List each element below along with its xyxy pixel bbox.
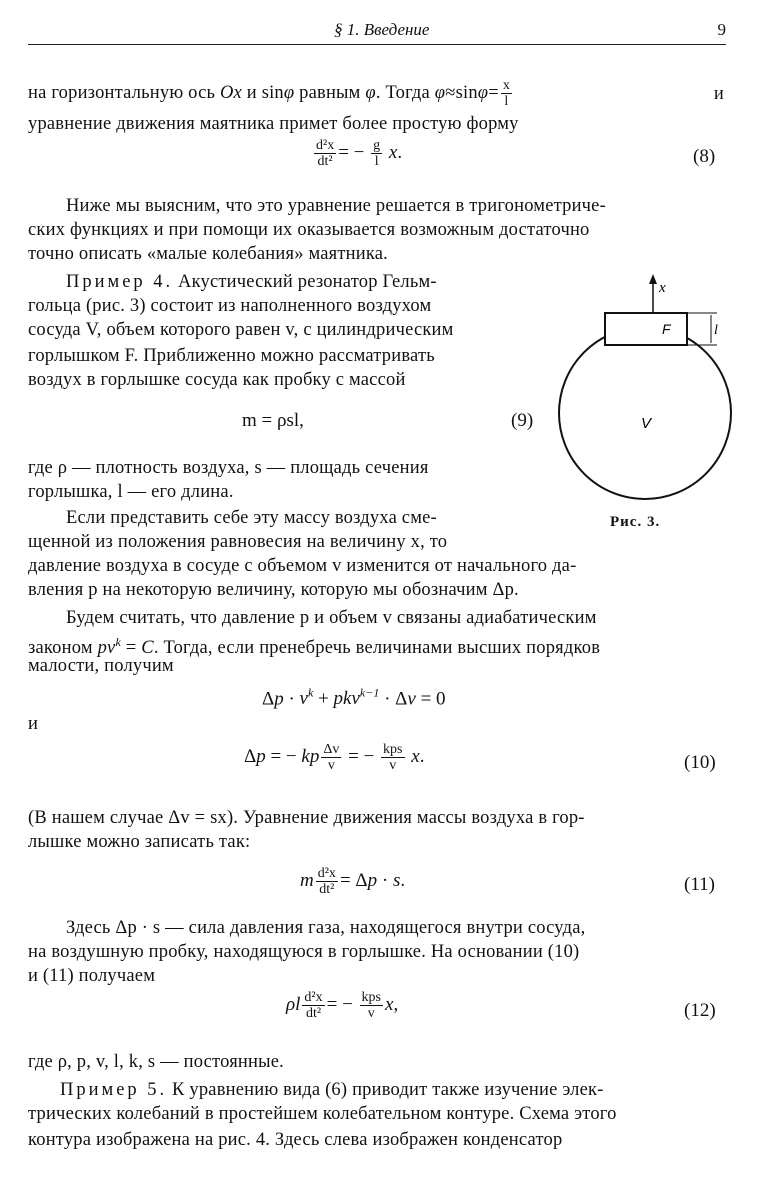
text-line-1: на горизонтальную ось Ox и sinφ равным φ. Тогда φ≈sinφ= $\frac{x}{l}$ и <box>28 78 724 109</box>
case-line-2: лышке можно записать так: <box>28 832 251 852</box>
adiabatic-line-2: законом $pv^k = C$. Тогда, если пренебречь величинами высших порядков <box>28 635 601 659</box>
figure-3-caption: Рис. 3. <box>610 514 661 530</box>
page-number: 9 <box>717 20 726 39</box>
force-line-1: Здесь Δp · s — сила давления газа, находящегося внутри сосуда, <box>66 918 586 938</box>
equation-12: ρl $\frac{\text{d²x}}{\text{dt²}}$ = − $\frac{\text{kps}}{v}$ x, <box>286 990 399 1021</box>
example-5-line-3: контура изображена на рис. 4. Здесь слева изображен конденсатор <box>28 1130 563 1150</box>
example-5-line-2: трических колебаний в простейшем колебательном контуре. Схема этого <box>28 1104 617 1124</box>
paragraph-2-line-3: точно описать «малые колебания» маятника. <box>28 244 388 264</box>
figure-label-x: x <box>659 280 666 296</box>
adiabatic-line-3: малости, получим <box>28 656 174 676</box>
paragraph-2-line-1: Ниже мы выясним, что это уравнение решается в тригонометриче- <box>66 196 606 216</box>
example-4-line-4: горлышком F. Приближенно можно рассматривать <box>28 346 435 366</box>
equation-10-number: (10) <box>684 752 716 773</box>
figure-label-l: l <box>714 323 718 338</box>
running-header <box>28 18 726 45</box>
where-line-5: давление воздуха в сосуде с объемом v изменится от начального да- <box>28 556 577 576</box>
equation-10: Δp = − kp $\frac{\Delta v}{v}$ = − $\frac{\text{kps}}{v}$ x. <box>244 742 425 773</box>
section-title: § 1. Введение <box>334 20 430 39</box>
where-line-3: Если представить себе эту массу воздуха сме- <box>66 508 437 528</box>
where-line-2: горлышка, l — его длина. <box>28 482 234 502</box>
figure-3-resonator <box>555 270 740 530</box>
constants-line: где ρ, p, v, l, k, s — постоянные. <box>28 1052 284 1072</box>
force-line-2: на воздушную пробку, находящуюся в горлышке. На основании (10) <box>28 942 580 962</box>
equation-9-number: (9) <box>511 410 534 431</box>
equation-11-number: (11) <box>684 874 715 895</box>
text-line-2: уравнение движения маятника примет более простую форму <box>28 114 519 134</box>
force-line-3: и (11) получаем <box>28 966 156 986</box>
example-4-line-5: воздух в горлышке сосуда как пробку с массой <box>28 370 406 390</box>
equation-adiabatic: $\Delta p \cdot v^k + pkv^{k-1} \cdot \Delta v = 0$ <box>262 686 446 710</box>
adiabatic-line-1: Будем считать, что давление p и объем v связаны адиабатическим <box>66 608 597 628</box>
conjunction-and: и <box>28 714 39 734</box>
equation-12-number: (12) <box>684 1000 716 1021</box>
example-4-line-3: сосуда V, объем которого равен v, с цилиндрическим <box>28 320 454 340</box>
example-4-line-2: гольца (рис. 3) состоит из наполненного воздухом <box>28 296 432 316</box>
example-5-line-1: Пример 5. К уравнению вида (6) приводит также изучение элек- <box>60 1080 604 1100</box>
where-line-4: щенной из положения равновесия на величину x, то <box>28 532 448 552</box>
figure-label-V: V <box>641 415 652 432</box>
equation-8-number: (8) <box>693 146 716 167</box>
figure-label-F: F <box>662 321 671 337</box>
equation-11: m $\frac{\text{d²x}}{\text{dt²}}$ = Δp · s. <box>300 866 406 897</box>
example-4-line-1: Пример 4. Акустический резонатор Гельм- <box>66 272 437 292</box>
equation-9: m = ρsl, <box>242 410 304 431</box>
where-line-1: где ρ — плотность воздуха, s — площадь сечения <box>28 458 429 478</box>
equation-8: $\frac{\text{d²x}}{\text{dt²}}$ = − $\frac{g}{l}$ x. <box>316 138 403 169</box>
neck-rect <box>605 313 687 345</box>
where-line-6: вления p на некоторую величину, которую мы обозначим Δp. <box>28 580 519 600</box>
case-line-1: (В нашем случае Δv = sx). Уравнение движения массы воздуха в гор- <box>28 808 585 828</box>
paragraph-2-line-2: ских функциях и при помощи их оказывается возможным достаточно <box>28 220 590 240</box>
